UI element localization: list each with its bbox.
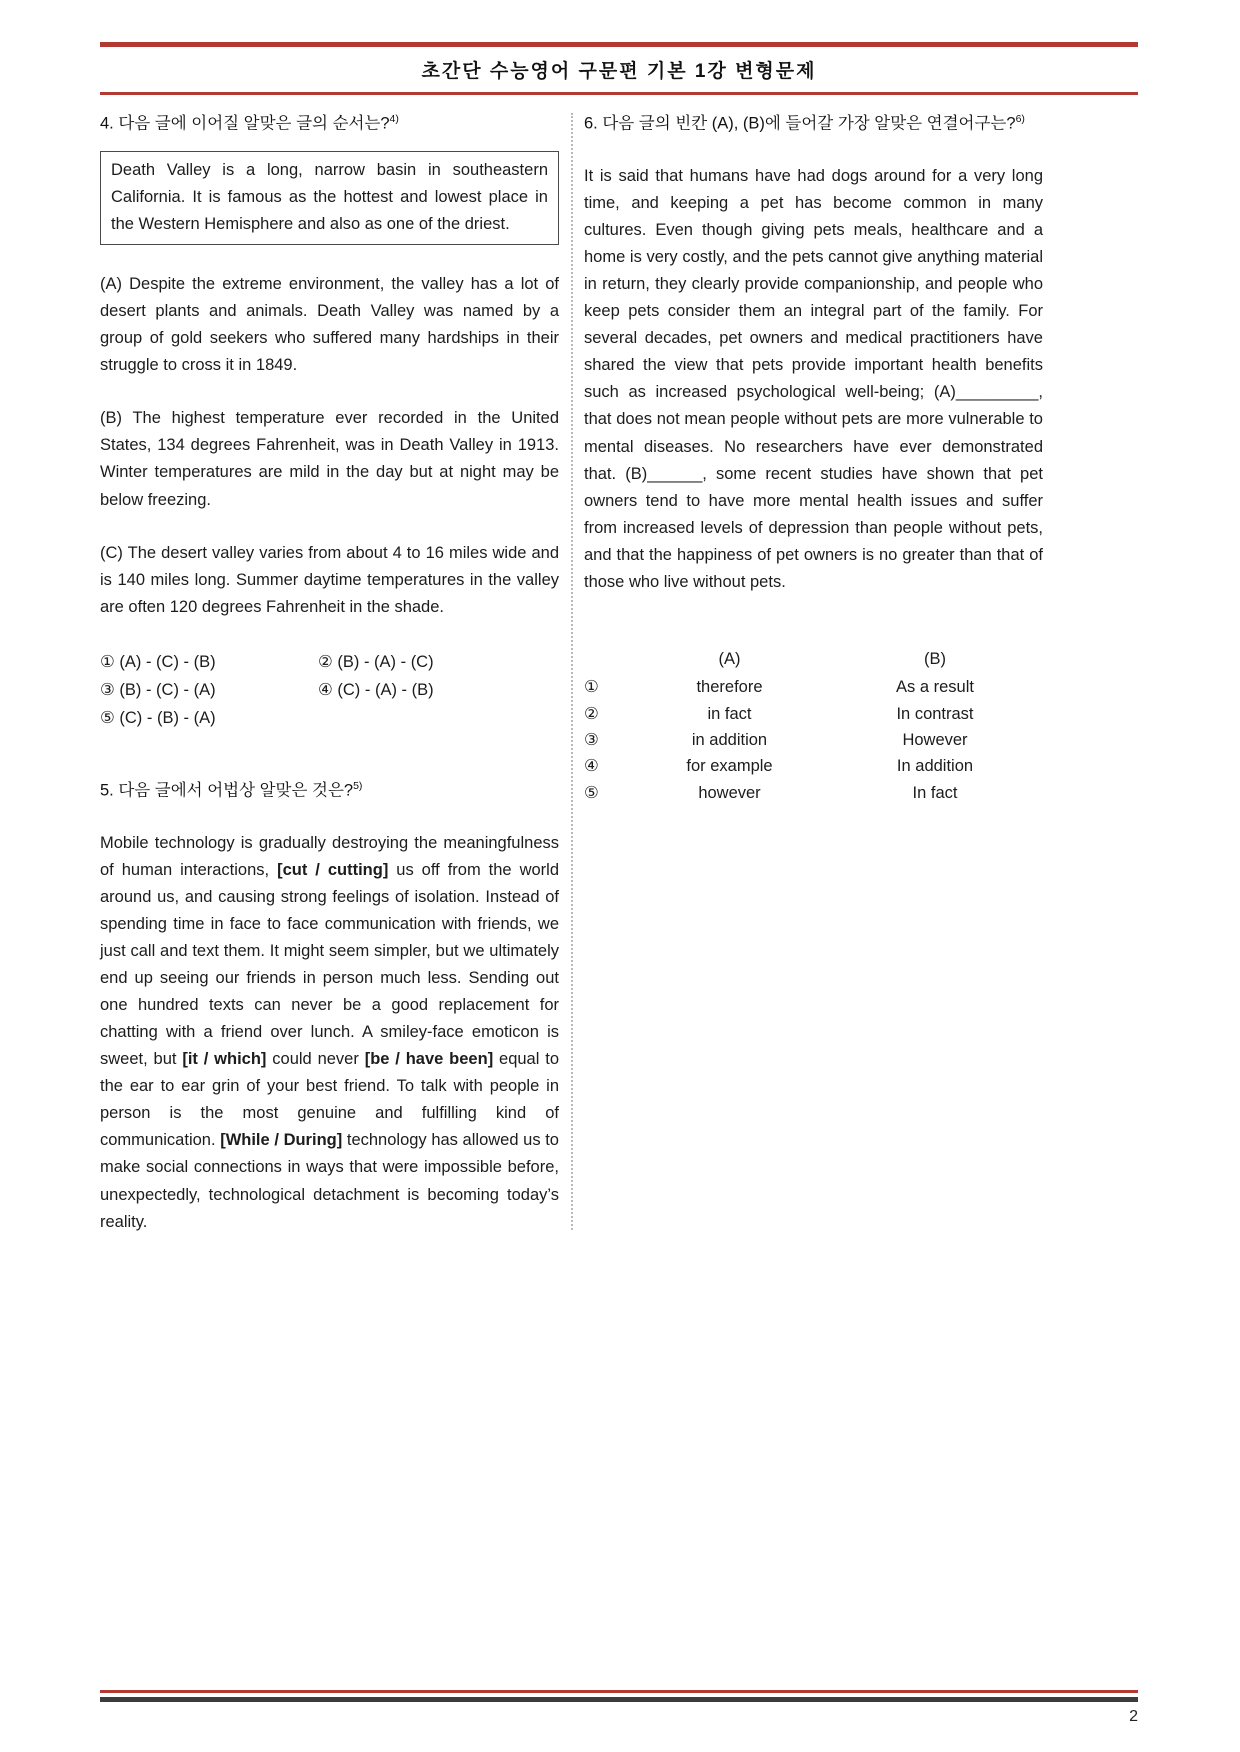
option-a-text: for example [686,757,773,776]
question-6-options-table [584,646,1043,806]
option-number: ② [584,704,599,723]
question-6-footnote: 6) [1015,113,1025,125]
question-6-header [584,111,1043,137]
question-5-passage: Mobile technology is gradually destroying the meaningfulness of human interactions, [cut / cutting] us off from the world around us, and causing strong feelings of isolation. Instead of spending time in face to face communication with friends, we just call and text them. It might seem simpler, but we ultimately end up seeing our friends in person much less. Sending out one hundred texts can never be a good replacement for chatting with a friend over lunch. A smiley-face emoticon is sweet, but [it / which] could never [be / have been] equal to the ear to ear grin of your best friend. To talk with people in person is the most genuine and fulfilling kind of communication. [While / During] technology has allowed us to make social connections in ways that were impossible before, unexpectedly, technological detachment is becoming today’s reality. [100,833,560,1231]
page-footer [100,1690,1138,1726]
option-b-text: In fact [912,783,958,802]
option-b-text: In contrast [896,704,974,723]
question-4-paragraph-c: (C) The desert valley varies from about 4 to 16 miles wide and is 140 miles long. Summer daytime temperatures in the valley are often 120 degrees Fahrenheit in the shade. [100,543,559,616]
footer-rule-red [100,1690,1138,1693]
page-number: 2 [1129,1708,1138,1725]
option-a-text: therefore [696,678,763,697]
option-number: ① [584,678,599,697]
question-6-passage: It is said that humans have had dogs around for a very long time, and keeping a pet has become common in many cultures. Even though giving pets meals, healthcare and a home is very costly, and the pets cannot give anything material in return, they clearly provide companionship, and people who keep pets consider them an integral part of the family. For several decades, pet owners and medical practitioners have shared the view that pets provide important health benefits such as increased psychological well-being; (A)_________, that does not mean people without pets are more vulnerable to mental diseases. No researchers have ever demonstrated that. (B)______, some recent studies have shown that pet owners tend to have more mental health issues and suffer from increased levels of depression than people without pets, and that the happiness of pet owners is no greater than that of those who live without pets. [584,167,1043,591]
question-4-choices [100,649,559,732]
choice-1: ① (A) - (C) - (B) [100,652,216,671]
question-6-header-text: 6. 다음 글의 빈칸 (A), (B)에 들어갈 가장 알맞은 연결어구는? [584,114,1016,133]
option-row-5 [584,780,1043,806]
option-a-text: however [698,783,761,802]
option-number: ③ [584,730,599,749]
question-4-passage-box [100,151,559,245]
header-rule-bottom [100,92,1138,95]
question-4-paragraph-a: (A) Despite the extreme environment, the valley has a lot of desert plants and animals. Death Valley was named by a group of gold seekers who suffered many hardships in their struggle to cross it in 1849. [100,275,559,375]
option-b-text: However [902,730,968,749]
option-number: ⑤ [584,783,599,802]
question-5-header-text: 5. 다음 글에서 어법상 알맞은 것은? [100,781,354,800]
question-5-header [100,778,559,804]
question-4-header-text: 4. 다음 글에 이어질 알맞은 글의 순서는? [100,114,390,133]
option-row-3 [584,727,1043,753]
left-column [100,111,559,1236]
choice-2: ② (B) - (A) - (C) [318,652,434,671]
option-row-2 [584,701,1043,727]
question-4-paragraph-b: (B) The highest temperature ever recorded in the United States, 134 degrees Fahrenheit, was in Death Valley in 1913. Winter temperatures are mild in the day but at night may be below freezing. [100,409,559,509]
option-number: ④ [584,757,599,776]
options-header-b: (B) [924,649,946,668]
page-title: 초간단 수능영어 구문편 기본 1강 변형문제 [421,61,817,82]
right-column [584,111,1043,1236]
option-b-text: As a result [896,678,974,697]
question-4-footnote: 4) [389,113,399,125]
question-5-footnote: 5) [353,779,363,792]
choice-3: ③ (B) - (C) - (A) [100,680,216,699]
options-header-spacer [584,646,632,672]
option-row-4 [584,753,1043,779]
question-4-box-text: Death Valley is a long, narrow basin in southeastern California. It is famous as the hottest and lowest place in the Western Hemisphere and also as one of the driest. [111,161,548,234]
choice-4: ④ (C) - (A) - (B) [318,680,434,699]
option-a-text: in addition [691,730,768,749]
question-4-header [100,111,559,137]
option-a-text: in fact [707,704,752,723]
options-header-a: (A) [718,649,741,668]
two-column-layout [100,111,1138,1236]
option-row-1 [584,674,1043,700]
choice-5: ⑤ (C) - (B) - (A) [100,708,216,727]
column-divider [571,113,573,1230]
option-b-text: In addition [896,757,974,776]
options-header-row [584,646,1043,672]
